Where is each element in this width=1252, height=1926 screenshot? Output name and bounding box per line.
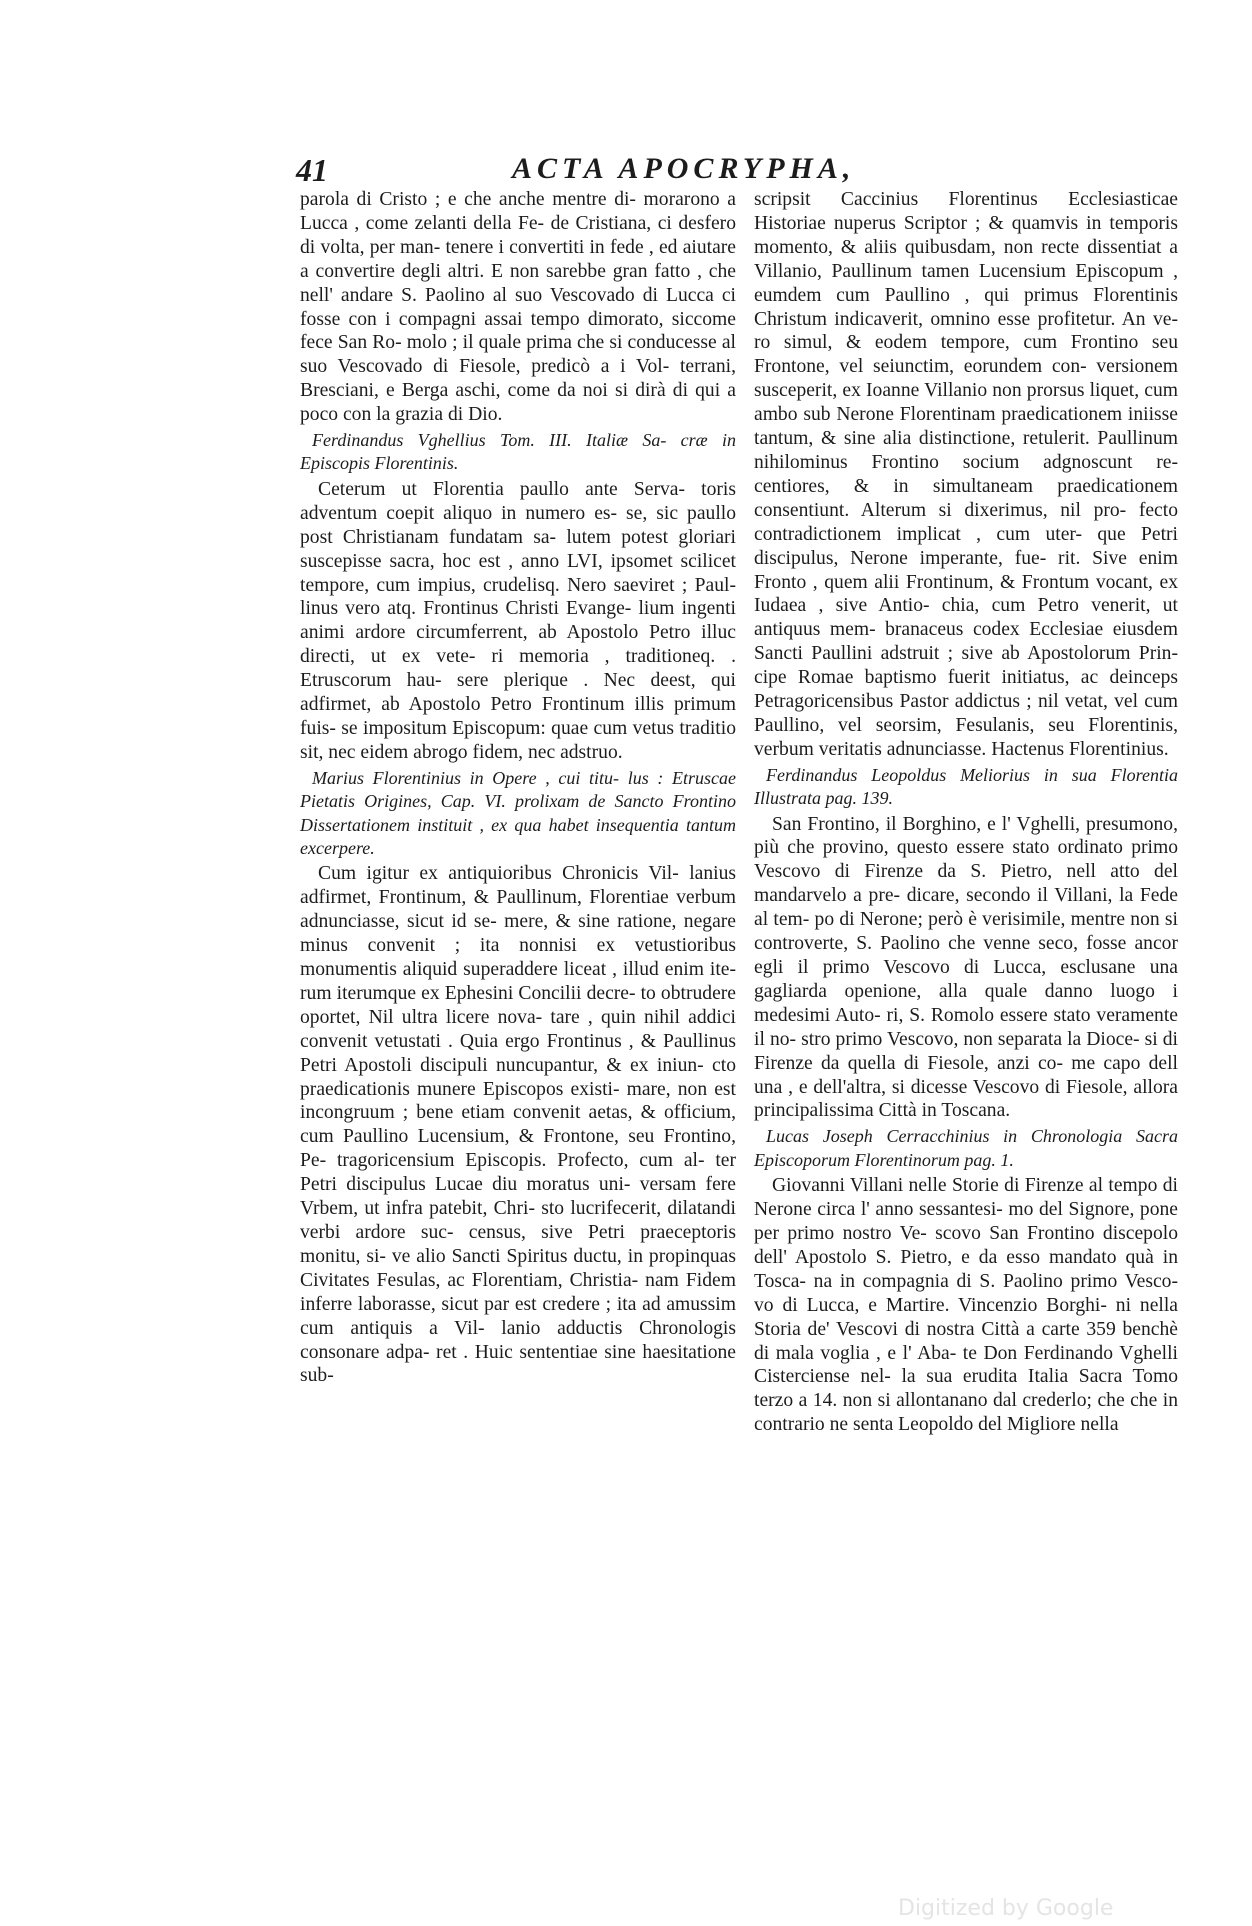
left-paragraph-2: Ceterum ut Florentia paullo ante Serva- toris adventum coepit aliquo in numero es- se, sic paullo post Christianam fundatam sa- lutem potest gloriari suscepisse sacra, hoc est , anno LVI, ipsomet scilicet tempore, cum impius, crudelisq. Nero saeviret ; Paul- linus vero atq. Frontinus Christi Evange- lium ingenti animi ardore circumferrent, ab Apostolo Petro illuc directi, ut ex vete- ri memoria , traditioneq. . Etruscorum hau- sere plerique . Nec deest, qui adfirmet, ab Apostolo Petro Frontinum illis primum fuis- se impositum Episcopum: quae cum vetus traditio sit, nec eidem abrogo fidem, nec adstruo. xyxy=(300,478,736,763)
page-header xyxy=(296,152,1236,192)
left-column xyxy=(300,188,736,1388)
left-citation-1: Ferdinandus Vghellius Tom. III. Italiæ Sa- cræ in Episcopis Florentinis. xyxy=(300,430,736,474)
page-number: 41 xyxy=(296,152,328,188)
right-column xyxy=(754,188,1178,1437)
digitized-watermark: Digitized by Google xyxy=(898,1896,1114,1921)
right-citation-2: Lucas Joseph Cerracchinius in Chronologia Sacra Episcoporum Florentinorum pag. 1. xyxy=(754,1126,1178,1170)
right-paragraph-1: scripsit Caccinius Florentinus Ecclesiasticae Historiae nuperus Scriptor ; & quamvis in temporis momento, & aliis quibusdam, non recte dissentiat a Villanio, Paullinum tamen Lucensium Episcopum , eumdem cum Paullino , qui primus Florentinis Christum indicaverit, omnino esse profitetur. An ve- ro simul, & eodem tempore, cum Frontino seu Frontone, vel seiunctim, eorundem con- versionem susceperit, ex Ioanne Villanio non prorsus liquet, cum ambo sub Nerone Florentinam praedicationem iniisse tantum, & sine alia distinctione, retulerit. Paullinum nihilominus Frontino socium adgnoscunt re- centiores, & in simultaneam praedicationem consentiunt. Alterum si dixerimus, nil pro- fecto contradictionem implicat , cum uter- que Petri discipulus, Nerone imperante, fue- rit. Sive enim Fronto , quem alii Frontinum, & Frontum vocant, ex Iudaea , sive Antio- chia, cum Petro venerit, ut antiquus mem- branaceus codex Ecclesiae eiusdem Sancti Paullini adstruit ; sive ab Apostolorum Prin- cipe Romae baptismo fuerit initiatus, ac deinceps Petragoricensibus Pastor addictus ; nil vetat, vel cum Paullino, vel seorsim, Fesulanis, seu Florentinis, verbum veritatis adnunciasse. Hactenus Florentinius. xyxy=(754,189,1178,760)
left-paragraph-3: Cum igitur ex antiquioribus Chronicis Vil- lanius adfirmet, Frontinum, & Paullinum, Florentiae verbum adnunciasse, sicut id se- mere, & sine ratione, negare minus convenit ; ita nonnisi ex vetustioribus monumentis aliquid superaddere liceat , illud enim ite- rum iterumque ex Ephesini Concilii decre- to obtrudere oportet, Nil ultra licere nova- tare , quin nihil addici convenit vetustati . Quia ergo Frontinus , & Paullinus Petri Apostoli discipuli nuncupantur, & ex iniun- cto praedicationis munere Episcopos existi- mare, non est incongruum ; bene etiam convenit aetas, & officium, cum Paullino Lucensium, & Frontone, seu Frontino, Pe- tragoricensium Episcopis. Profecto, cum al- ter Petri discipulus Lucae diu moratus uni- versam fere Vrbem, ut infra patebit, Chri- sto lucrifecerit, dilatandi verbi ardore suc- census, sive Petri praeceptoris monitu, si- ve alio Sancti Spiritus ductu, in propinquas Civitates Fesulas, ac Florentiam, Christia- nam Fidem inferre laborasse, sicut par est credere ; ita ad amussim cum antiquis a Vil- lanio adductis Chronologis consonare adpa- ret . Huic sententiae sine haesitatione sub- xyxy=(300,863,736,1387)
left-citation-2: Marius Florentinius in Opere , cui titu- lus : Etruscae Pietatis Origines, Cap. VI. prolixam de Sancto Frontino Dissertationem instituit , ex qua habet insequentia tantum excerpere. xyxy=(300,767,736,858)
right-paragraph-3: Giovanni Villani nelle Storie di Firenze al tempo di Nerone circa l' anno sessantesi- mo del Signore, pone per primo nostro Ve- scovo San Frontino discepolo dell' Apostolo S. Pietro, e da esso mandato quà in Tosca- na in compagnia di S. Paolino primo Vesco- vo di Lucca, e Martire. Vincenzio Borghi- ni nella Storia de' Vescovi di nostra Città a carte 359 benchè di mala voglia , e l' Aba- te Don Ferdinando Vghelli Cisterciense nel- la sua erudita Italia Sacra Tomo terzo a 14. non si allontanano dal crederlo; che che in contrario ne senta Leopoldo del Migliore nella xyxy=(754,1175,1178,1436)
left-paragraph-1: parola di Cristo ; e che anche mentre di- morarono a Lucca , come zelanti della Fe- de Cristiana, ci desfero di volta, per man- tenere i convertiti in fede , ed aiutare a convertire degli altri. E non sarebbe gran fatto , che nell' andare S. Paolino al suo Vescovado di Lucca ci fosse con i compagni assai tempo dimorato, siccome fece San Ro- molo ; il quale prima che si conducesse al suo Vescovado di Fiesole, predicò a i Vol- terrani, Bresciani, e Berga aschi, come da noi si dirà di qui a poco con la grazia di Dio. xyxy=(300,189,736,426)
right-citation-1: Ferdinandus Leopoldus Meliorius in sua Florentia Illustrata pag. 139. xyxy=(754,764,1178,809)
right-paragraph-2: San Frontino, il Borghino, e l' Vghelli, presumono, più che provino, questo essere stato ordinato primo Vescovo di Firenze da S. Pietro, nell atto del mandarvelo a pre- dicare, secondo il Villani, la Fede al tem- po di Nerone; però è verisimile, mentre non si controverte, S. Paolino che venne seco, fosse ancor egli il primo Vescovo di Lucca, esclusane una gagliarda openione, alla quale danno luogo i medesimi Auto- ri, S. Romolo essere stato veramente il no- stro primo Vescovo, non separata la Dioce- si di Firenze da quella di Fiesole, anzi co- me capo dell una , e dell'altra, si dicesse Vescovo di Fiesole, allora principalissima Città in Toscana. xyxy=(754,813,1178,1122)
running-title: ACTA APOCRYPHA, xyxy=(512,152,856,185)
